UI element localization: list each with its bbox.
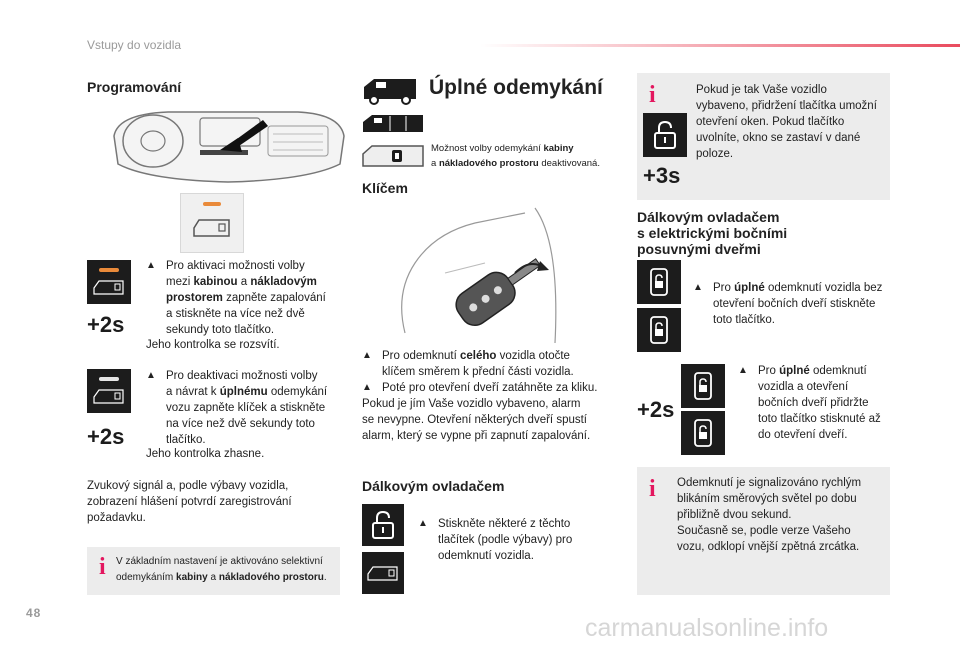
unlock-button-tile — [643, 113, 687, 157]
bullet-icon: ▲ — [146, 370, 156, 381]
activate-result: Jeho kontrolka se rozsvítí. — [146, 339, 280, 351]
door-unlock-icon — [691, 418, 715, 448]
remote-instructions: ▲ Stiskněte některé z těchto tlačítek (podle výbavy) pro odemknutí vozidla. — [418, 518, 573, 562]
window-infobox — [637, 73, 890, 200]
side-door-instructions: ▲ Pro úplné odemknutí vozidla a otevření bočních dveří přidržte toto tlačítko stisknuté až do otevření dveří. — [738, 365, 881, 441]
deactivate-instructions: ▲ Pro deaktivaci možnosti volby a návrat k úplnému odemykání vozu zapněte klíček a stiskněte na více než dvě sekundy toto tlačítko. — [146, 370, 328, 446]
heading-sliding-doors: Dálkovým ovladačem s elektrickými bočními posuvnými dveřmi — [637, 209, 788, 257]
full-unlock-button-tile-alt — [637, 308, 681, 352]
hold-3s-badge: +3s — [643, 163, 681, 188]
full-unlock-instructions: ▲ Pro úplné odemknutí vozidla bez otevření bočních dveří stiskněte toto tlačítko. — [693, 282, 883, 326]
unlock-icon — [371, 510, 395, 540]
van-icon-large — [360, 75, 420, 105]
bullet-icon: ▲ — [362, 350, 372, 361]
deactivate-button-tile — [87, 369, 131, 413]
bullet-icon: ▲ — [418, 518, 428, 529]
van-lock-icon — [92, 387, 126, 407]
selective-unlock-note: Možnost volby odemykání kabiny a nákladového prostoru deaktivovaná. — [431, 143, 600, 169]
key-instruction-1: ▲ Pro odemknutí celého vozidla otočte klíčem směrem k přední části vozidla. — [362, 350, 574, 378]
van-lock-icon — [191, 216, 233, 240]
van-icon-small — [360, 112, 426, 136]
deactivate-result: Jeho kontrolka zhasne. — [146, 448, 265, 460]
heading-dalkovym-ovladacem: Dálkovým ovladačem — [362, 478, 505, 494]
bullet-icon: ▲ — [362, 382, 372, 393]
signal-info-text: Odemknutí je signalizováno rychlým blikáním směrových světel po dobu přibližně dvou sekund. Současně se, podle verze Vašeho vozu, odklopí vnější zpětná zrcátka. — [677, 477, 862, 553]
confirmation-paragraph: Zvukový signál a, podle výbavy vozidla, zobrazení hlášení potvrdí zaregistrování požadavku. — [87, 480, 292, 524]
unlock-button-tile — [362, 504, 404, 546]
info-icon: i — [99, 554, 106, 580]
van-lock-icon — [366, 564, 400, 584]
orange-indicator — [99, 268, 119, 272]
window-info-text: Pokud je tak Vaše vozidlo vybaveno, přidržení tlačítka umožní otevření oken. Pokud tlačítko uvolníte, okno se zastaví v dané poloze. — [696, 84, 877, 160]
hold-2s-badge: +2s — [87, 312, 125, 337]
off-indicator — [99, 377, 119, 381]
section-header: Vstupy do vozidla — [87, 38, 182, 52]
header-accent-line — [480, 44, 960, 47]
bullet-icon: ▲ — [146, 260, 156, 271]
key-instruction-2: ▲ Poté pro otevření dveří zatáhněte za kliku. — [362, 382, 598, 394]
full-unlock-button-tile — [637, 260, 681, 304]
signal-infobox — [637, 467, 890, 595]
van-lock-outline-icon — [360, 142, 426, 170]
orange-indicator — [203, 202, 221, 206]
bullet-icon: ▲ — [693, 282, 703, 293]
bullet-icon: ▲ — [738, 365, 748, 376]
activate-button-tile — [87, 260, 131, 304]
van-lock-icon — [92, 278, 126, 298]
dashboard-illustration — [108, 106, 348, 186]
unlock-icon — [653, 120, 677, 150]
side-door-button-tile-alt — [681, 411, 725, 455]
watermark: carmanualsonline.info — [585, 614, 829, 642]
cab-cargo-button-tile — [180, 193, 244, 253]
heading-klicem: Klíčem — [362, 180, 408, 196]
hold-2s-badge: +2s — [87, 424, 125, 449]
info-icon: i — [649, 82, 656, 108]
side-door-button-tile — [681, 364, 725, 408]
default-setting-text: V základním nastavení je aktivováno selektivní odemykáním kabiny a nákladového prostoru. — [116, 556, 327, 583]
door-unlock-icon — [647, 267, 671, 297]
van-unlock-button-tile — [362, 552, 404, 594]
hold-2s-badge: +2s — [637, 397, 675, 422]
alarm-note: Pokud je jím Vaše vozidlo vybaveno, alarm se nevypne. Otevření některých dveří spustí alarm, který se vypne při zapnutí zapalování. — [362, 398, 591, 442]
page-number: 48 — [26, 606, 42, 620]
key-in-door-illustration — [385, 203, 565, 343]
activate-instructions: ▲ Pro aktivaci možnosti volby mezi kabinou a nákladovým prostorem zapněte zapalování a stiskněte na více než dvě sekundy toto tlačítko. — [146, 260, 326, 336]
heading-uplne-odemykani: Úplné odemykání — [429, 76, 603, 99]
door-unlock-icon — [691, 371, 715, 401]
default-setting-infobox — [87, 547, 340, 595]
heading-programovani: Programování — [87, 79, 182, 95]
info-icon: i — [649, 476, 656, 502]
door-unlock-icon — [647, 315, 671, 345]
